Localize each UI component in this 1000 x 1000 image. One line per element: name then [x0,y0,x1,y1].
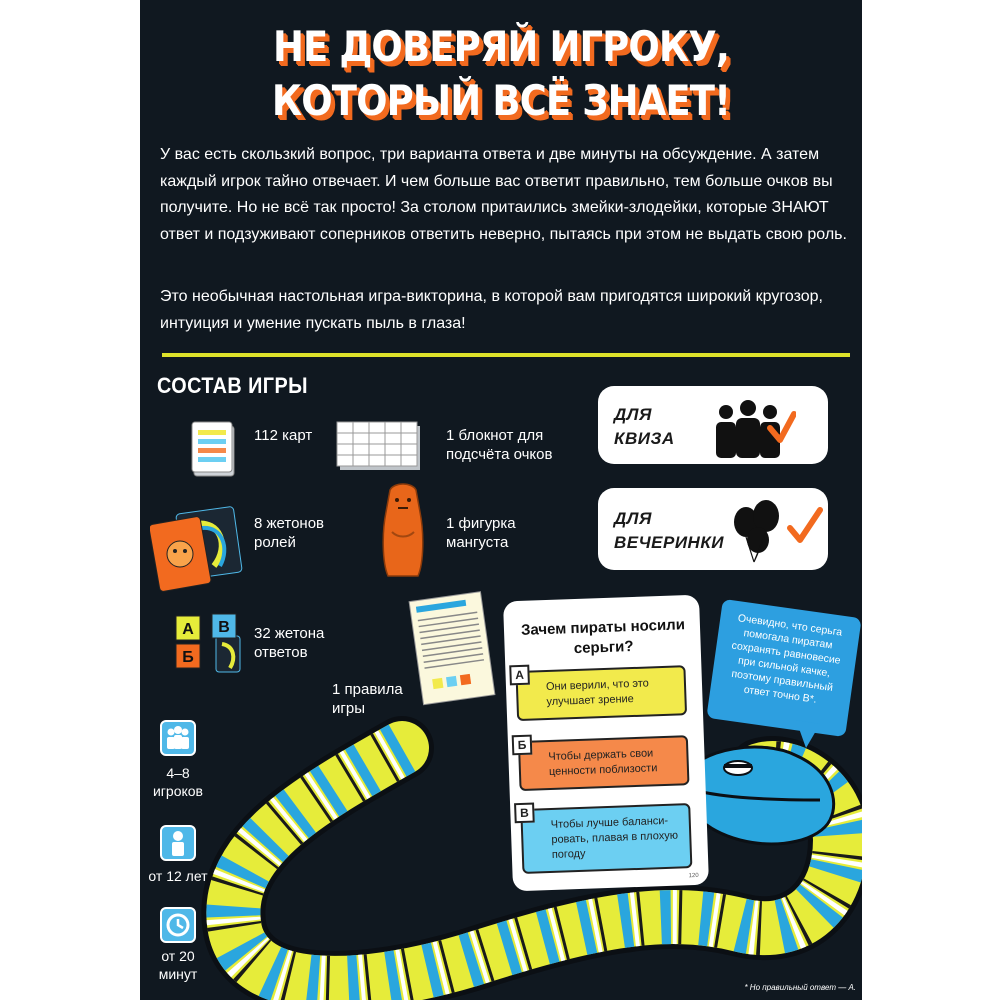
balloons-icon [728,494,828,568]
speech-bubble [706,599,861,737]
answer-a-letter: А [509,665,530,686]
answer-b-letter: Б [512,735,533,756]
quiz-card [503,595,709,892]
badge-quiz [598,386,828,464]
rulebook-icon [408,590,498,706]
footnote: * Но правильный ответ — А. [744,983,856,992]
role-tokens-icon [150,506,248,592]
spec-players: 4–8 игроков [152,765,203,799]
answer-a [515,665,687,721]
component-mongoose-figure: 1 фигурка мангуста [446,515,516,551]
badge-quiz-line2: КВИЗА [614,429,675,448]
cards-stack-icon [190,418,238,480]
answer-c-letter: В [514,803,535,824]
badge-quiz-line1: ДЛЯ [614,405,652,424]
answer-b-text: Чтобы держать свои ценности поблизости [548,747,658,779]
people-group-icon [710,396,796,460]
score-pad-icon [336,420,422,472]
badge-party [598,488,828,570]
spec-age: от 12 лет [148,868,208,884]
component-rulebook: 1 правила игры [332,681,403,717]
speech-bubble-text: Очевидно, что серьга помогала пиратам сохранять равновесие при сильной качке, поэтому правильный ответ точно В*. [730,612,843,706]
token-letter-a: А [182,621,194,638]
section-divider [162,353,850,357]
headline-line-1: НЕ ДОВЕРЯЙ ИГРОКУ, [272,22,730,71]
spec-time: от 20 минут [158,948,198,982]
speech-bubble-tail [790,720,830,750]
mongoose-figure-icon [380,482,426,580]
answer-tokens-icon [174,612,242,674]
component-role-tokens: 8 жетонов ролей [254,515,325,551]
answer-b [518,735,690,791]
intro-paragraph-2: Это необычная настольная игра-викторина, в которой вам пригодятся широкий кругозор, интуиция и умение пускать пыль в глаза! [160,288,823,332]
intro-paragraph-1: У вас есть скользкий вопрос, три варианта ответа и две минуты на обсуждение. А затем каждый игрок тайно отвечает. И чем больше вас ответит правильно, тем больше очков вы получите. Но не всё так просто! За столом притаились змейки-злодейки, которые ЗНАЮТ ответ и подзуживают соперников ответить неверно, пытаясь при этом не выдать свою роль. [160,146,847,243]
answer-c [520,803,692,874]
card-number: 120 [688,872,699,880]
answer-c-text: Чтобы лучше баланси-ровать, плавая в плохую погоду [550,814,679,861]
component-cards: 112 карт [254,427,313,444]
players-icon [160,720,196,756]
badge-party-line1: ДЛЯ [614,509,652,528]
token-letter-v: В [218,619,230,636]
components-title: СОСТАВ ИГРЫ [157,373,308,398]
headline-line-2: КОТОРЫЙ ВСЁ ЗНАЕТ! [271,76,731,125]
component-score-pad: 1 блокнот для подсчёта очков [446,427,553,463]
component-answer-tokens: 32 жетона ответов [254,625,325,661]
answer-a-text: Они верили, что это улучшает зрение [545,677,650,709]
token-letter-b: Б [182,649,194,666]
clock-icon [160,907,196,943]
poster [140,0,862,1000]
quiz-question: Зачем пираты носили серьги? [520,616,686,658]
age-icon [160,825,196,861]
badge-party-line2: ВЕЧЕРИНКИ [614,533,725,552]
